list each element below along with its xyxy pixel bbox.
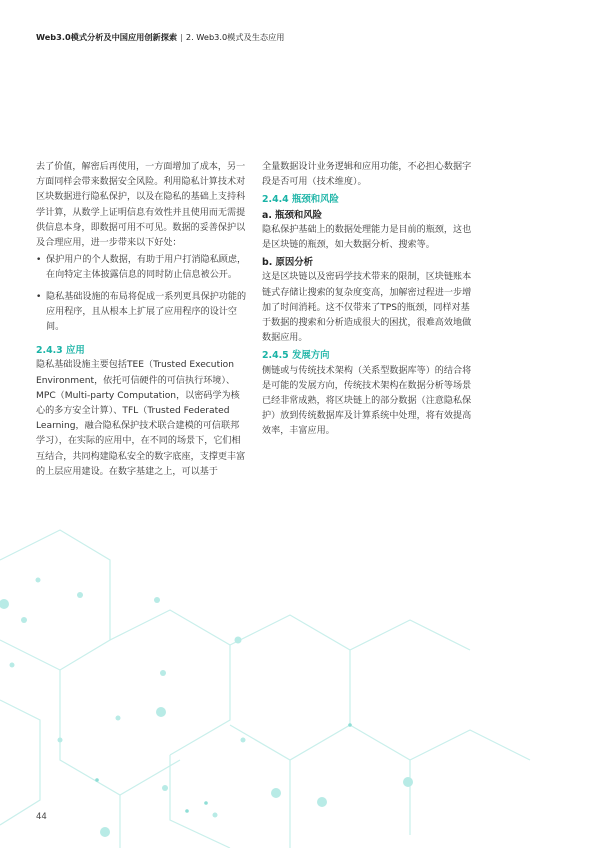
- section-2-4-3-heading: 2.4.3 应用: [36, 345, 85, 357]
- list-item: • 隐私基础设施的布局将促成一系列更具保护功能的应用程序，且从根本上扩展了应用程序的设计空间。: [36, 290, 248, 336]
- section-2-4-4-heading: 2.4.4 瓶颈和风险: [262, 194, 339, 206]
- subsection-b-body: 这是区块链以及密码学技术带来的限制，区块链账本链式存储让搜索的复杂度变高，加解密过程进一步增加了时间消耗。这不仅带来了TPS的瓶颈，同样对基于数据的搜索和分析造成很大的困扰，很难高效地做数据应用。: [262, 272, 472, 344]
- list-item: • 保护用户的个人数据，有助于用户打消隐私顾虑，在向特定主体披露信息的同时防止信息被公开。: [36, 253, 248, 283]
- subsection-a-body: 隐私保护基础上的数据处理能力是目前的瓶颈，这也是区块链的瓶颈，如大数据分析、搜索等。: [262, 224, 472, 251]
- right-intro-paragraph: 全量数据设计业务逻辑和应用功能，不必担心数据字段是否可用（技术维度）。: [262, 162, 472, 188]
- page-header: [36, 32, 284, 43]
- subsection-a-heading: a. 瓶颈和风险: [262, 209, 323, 221]
- section-2-4-3-body: 隐私基础设施主要包括TEE（Trusted Execution Environment，依托可信硬件的可信执行环境）、MPC（Multi-party Computation，以密码学为核心的多方安全计算）、TFL（Trusted Federated Learning，融合隐私保护技术联合建模的可信联邦学习），在实际的应用中，在不同的场景下，它们相互结合，共同构建隐私安全的数字底座，支撑更丰富的上层应用建设。在数字基建之上，可以基于: [36, 360, 246, 477]
- section-2-4-5-heading: 2.4.5 发展方向: [262, 350, 330, 362]
- subsection-b-heading: b. 原因分析: [262, 257, 314, 269]
- page-number: 44: [36, 812, 47, 822]
- header-separator: |: [180, 32, 183, 42]
- left-column: [36, 160, 248, 480]
- section-2-4-5-body: 侧链或与传统技术架构（关系型数据库等）的结合将是可能的发展方向，传统技术架构在数据分析等场景已经非常成熟，将区块链上的部分数据（注意隐私保护）放到传统数据库及计算系统中处理，将有效提高效率，丰富应用。: [262, 365, 472, 437]
- right-column: [262, 160, 474, 440]
- left-intro-paragraph: 去了价值，解密后再使用，一方面增加了成本，另一方面同样会带来数据安全风险。利用隐私计算技术对区块数据进行隐私保护，以及在隐私的基础上支持科学计算，从数学上证明信息有效性并且使用而无需提供信息本身，即数据可用不可见。数据的妥善保护以及合理应用，进一步带来以下好处：: [36, 162, 246, 249]
- chapter-title: 2. Web3.0模式及生态应用: [185, 32, 285, 42]
- benefits-list: [36, 253, 248, 335]
- document-title: Web3.0模式分析及中国应用创新探索: [36, 32, 178, 42]
